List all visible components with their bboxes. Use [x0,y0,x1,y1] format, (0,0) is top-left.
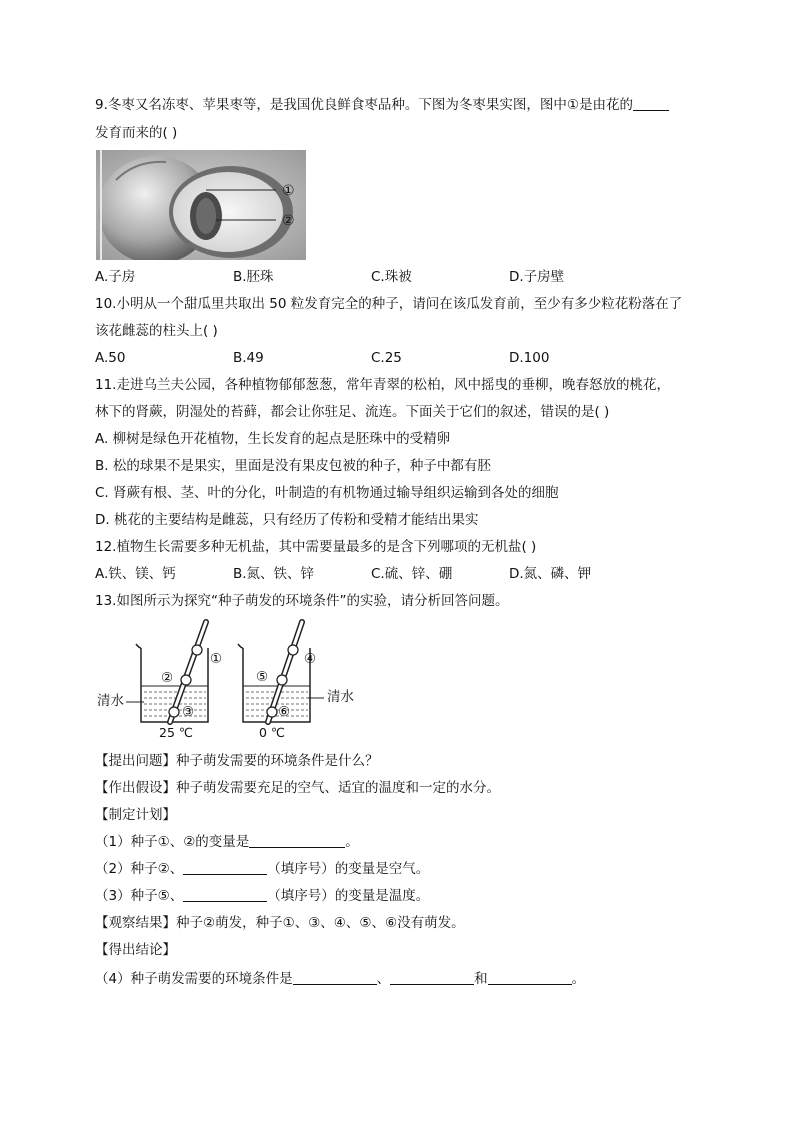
label-water-right: 清水 [327,689,354,705]
q13-part2-blank [183,860,267,875]
q11-option-d: D. 桃花的主要结构是雌蕊，只有经历了传粉和受精才能结出果实 [95,512,479,528]
label-seed-2: ② [161,670,174,686]
q9-option-b: B.胚珠 [233,269,274,285]
q13-part3 [95,887,429,905]
label-seed-5: ⑤ [256,669,269,685]
label-temp-right: 0 ℃ [259,725,285,740]
q13-part4 [95,970,585,988]
q12-line1: 12.植物生长需要多种无机盐，其中需要量最多的是含下列哪项的无机盐( ) [95,539,537,555]
q11-option-c: C. 肾蕨有根、茎、叶的分化，叶制造的有机物通过输导组织运输到各处的细胞 [95,485,559,501]
label-seed-3: ③ [182,704,195,720]
q9-option-c: C.珠被 [371,269,412,285]
q10-line2: 该花雌蕊的柱头上( ) [95,323,218,339]
q13-part4-sep1: 、 [376,971,391,987]
q10-option-c: C.25 [371,350,402,366]
q13-part3-blank [183,887,267,902]
q13-plan-heading: 【制定计划】 [95,807,176,823]
fig-label-2: ② [282,213,295,229]
q11-option-a: A. 柳树是绿色开花植物，生长发育的起点是胚珠中的受精卵 [95,431,451,447]
label-seed-1: ① [210,651,223,667]
label-water-left: 清水 [97,693,124,709]
q12-option-d: D.氮、磷、钾 [509,566,592,582]
q13-observation: 【观察结果】种子②萌发，种子①、③、④、⑤、⑥没有萌发。 [95,915,465,931]
q10-option-b: B.49 [233,350,264,366]
q10-option-d: D.100 [509,350,550,366]
fig-label-1: ① [282,183,295,199]
q9-line2: 发育而来的( ) [95,125,178,141]
q13-hypothesis: 【作出假设】种子萌发需要充足的空气、适宜的温度和一定的水分。 [95,780,500,796]
q13-part4-blank-1 [293,970,377,985]
q13-part4-sep2: 和 [474,971,488,987]
q13-part1-end: 。 [345,834,359,850]
q13-part4-blank-2 [390,970,474,985]
q10-option-a: A.50 [95,350,126,366]
q13-conclusion-heading: 【得出结论】 [95,942,176,958]
q12-option-c: C.硫、锌、硼 [371,566,453,582]
jujube-photo [96,150,306,260]
q13-part4-blank-3 [488,970,572,985]
q9-text: 9.冬枣又名冻枣、苹果枣等，是我国优良鲜食枣品种。下图为冬枣果实图，图中①是由花的 [95,97,633,113]
q10-line1: 10.小明从一个甜瓜里共取出 50 粒发育完全的种子，请问在该瓜发育前，至少有多少粒花粉落在了 [95,296,683,312]
seed-germination-diagram [96,618,366,748]
q11-option-b: B. 松的球果不是果实，里面是没有果皮包被的种子，种子中都有胚 [95,458,491,474]
q9-line1 [95,96,669,114]
q13-part3-end: （填序号）的变量是温度。 [267,888,430,904]
q13-line1: 13.如图所示为探究“种子萌发的环境条件”的实验，请分析回答问题。 [95,593,509,609]
label-seed-4: ④ [304,651,317,667]
q13-part3-text: （3）种子⑤、 [95,888,184,904]
q11-line2: 林下的肾蕨，阴湿处的苔藓，都会让你驻足、流连。下面关于它们的叙述，错误的是( ) [95,404,610,420]
q13-part1-text: （1）种子①、②的变量是 [95,834,250,850]
q9-option-a: A.子房 [95,269,136,285]
q9-option-d: D.子房壁 [509,269,565,285]
q13-part1-blank [249,833,345,848]
q11-line1: 11.走进乌兰夫公园，各种植物郁郁葱葱，常年青翠的松柏，风中摇曳的垂柳，晚春怒放的桃花， [95,377,670,393]
q9-blank [633,96,669,111]
label-seed-6: ⑥ [278,704,291,720]
q13-part2-text: （2）种子②、 [95,861,184,877]
q13-part2-end: （填序号）的变量是空气。 [267,861,430,877]
q13-propose-question: 【提出问题】种子萌发需要的环境条件是什么？ [95,753,379,769]
q13-part4-end: 。 [571,971,586,987]
q13-part2 [95,860,429,878]
q12-option-a: A.铁、镁、钙 [95,566,176,582]
q13-part1 [95,833,359,851]
q12-option-b: B.氮、铁、锌 [233,566,315,582]
label-temp-left: 25 ℃ [159,725,193,740]
q13-part4-text: （4）种子萌发需要的环境条件是 [95,971,293,987]
